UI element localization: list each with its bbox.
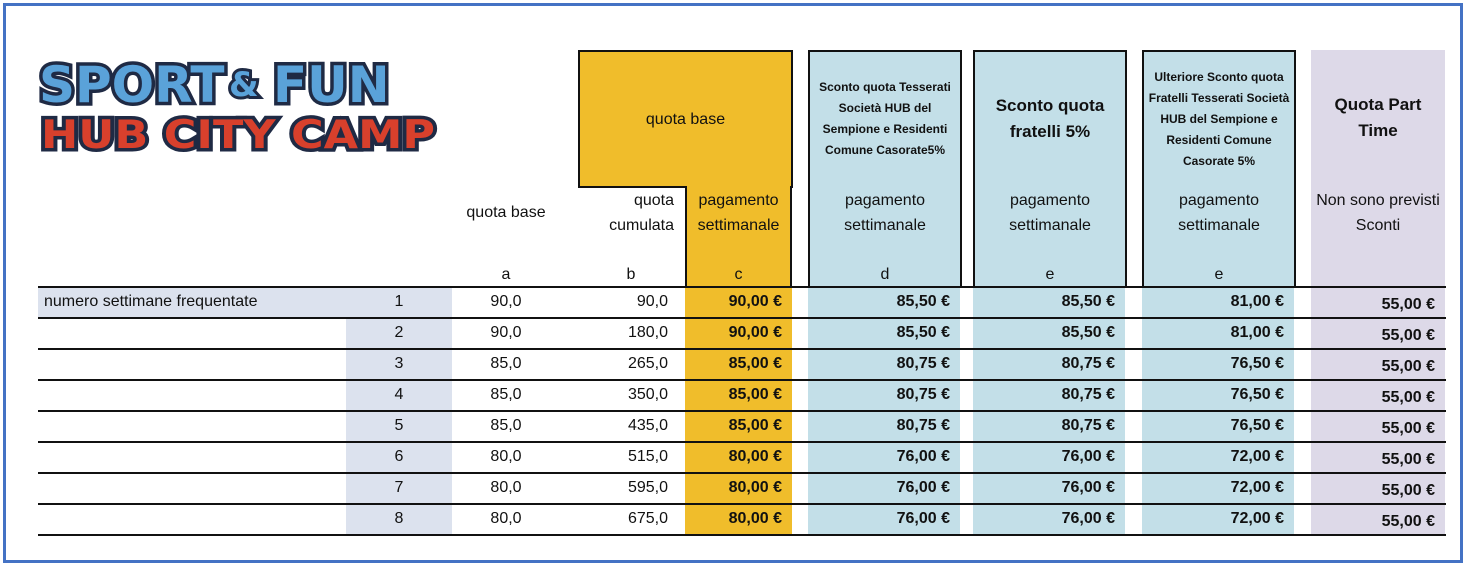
cell-d: 76,00 € [896, 479, 950, 496]
cell-e2: 76,50 € [1230, 417, 1284, 434]
cell-pt: 55,00 € [1381, 513, 1435, 530]
row-divider [38, 379, 1446, 381]
row-divider [38, 317, 1446, 319]
row-divider [38, 534, 1446, 536]
cell-a: 90,0 [490, 293, 522, 310]
sport-fun-logo [33, 50, 443, 162]
cell-week: 2 [394, 324, 404, 341]
cell-week: 5 [394, 417, 404, 434]
cell-d: 80,75 € [896, 386, 950, 403]
cell-d: 85,50 € [896, 293, 950, 310]
cell-week: 4 [394, 386, 404, 403]
cell-e1: 80,75 € [1061, 417, 1115, 434]
cell-e1: 85,50 € [1061, 293, 1115, 310]
cell-e2: 76,50 € [1230, 355, 1284, 372]
cell-e2: 72,00 € [1230, 448, 1284, 465]
row-divider [38, 286, 1446, 288]
col-e1-header: pagamento settimanale [973, 186, 1127, 287]
svg-text:HUB CITY CAMP: HUB CITY CAMP [41, 113, 435, 158]
cell-b: 515,0 [627, 448, 668, 465]
cell-a: 80,0 [490, 510, 522, 527]
cell-pt: 55,00 € [1381, 296, 1435, 313]
col-e1-group-header: Sconto quota fratelli 5% [973, 50, 1127, 188]
cell-a: 85,0 [490, 386, 522, 403]
cell-week: 1 [394, 293, 404, 310]
col-pt-header: Non sono previsti Sconti [1311, 186, 1445, 287]
col-e2-header: pagamento settimanale [1142, 186, 1296, 287]
cell-a: 85,0 [490, 417, 522, 434]
cell-e2: 76,50 € [1230, 386, 1284, 403]
cell-e1: 76,00 € [1061, 510, 1115, 527]
cell-b: 435,0 [627, 417, 668, 434]
cell-week: 3 [394, 355, 404, 372]
cell-week: 8 [394, 510, 404, 527]
cell-e1: 76,00 € [1061, 479, 1115, 496]
cell-c: 85,00 € [728, 355, 782, 372]
quota-base-group-header: quota base [578, 50, 793, 188]
cell-d: 80,75 € [896, 355, 950, 372]
col-a-header: quota base [466, 203, 546, 221]
col-d-group-header: Sconto quota Tesserati Società HUB del Sempione e Residenti Comune Casorate5% [808, 50, 962, 188]
cell-pt: 55,00 € [1381, 327, 1435, 344]
cell-a: 80,0 [490, 479, 522, 496]
row-divider [38, 472, 1446, 474]
cell-c: 90,00 € [728, 324, 782, 341]
cell-d: 85,50 € [896, 324, 950, 341]
cell-a: 80,0 [490, 448, 522, 465]
col-d-letter: d [880, 265, 890, 283]
col-b-header: quota cumulata [609, 192, 674, 234]
cell-e2: 72,00 € [1230, 510, 1284, 527]
cell-e1: 80,75 € [1061, 386, 1115, 403]
cell-week: 7 [394, 479, 404, 496]
cell-b: 350,0 [627, 386, 668, 403]
cell-pt: 55,00 € [1381, 420, 1435, 437]
cell-e2: 72,00 € [1230, 479, 1284, 496]
cell-e2: 81,00 € [1230, 324, 1284, 341]
cell-d: 80,75 € [896, 417, 950, 434]
cell-pt: 55,00 € [1381, 389, 1435, 406]
cell-e1: 85,50 € [1061, 324, 1115, 341]
cell-c: 85,00 € [728, 417, 782, 434]
row-divider [38, 441, 1446, 443]
col-b-letter: b [626, 265, 636, 283]
col-a-letter: a [501, 265, 511, 283]
cell-e1: 76,00 € [1061, 448, 1115, 465]
row-divider [38, 410, 1446, 412]
col-e2-group-header: Ulteriore Sconto quota Fratelli Tesserati Società HUB del Sempione e Residenti Comune Casorate 5% [1142, 50, 1296, 188]
cell-c: 80,00 € [728, 479, 782, 496]
col-e2-letter: e [1214, 265, 1224, 283]
cell-e2: 81,00 € [1230, 293, 1284, 310]
row-label: numero settimane frequentate [44, 293, 258, 310]
svg-text:FUN: FUN [273, 56, 390, 114]
cell-c: 80,00 € [728, 448, 782, 465]
cell-e1: 80,75 € [1061, 355, 1115, 372]
row-divider [38, 348, 1446, 350]
col-c-header: pagamento settimanale [685, 186, 792, 287]
col-pt-group-header: Quota Part Time [1311, 50, 1445, 186]
cell-pt: 55,00 € [1381, 482, 1435, 499]
col-e1-letter: e [1045, 265, 1055, 283]
cell-b: 265,0 [627, 355, 668, 372]
cell-week: 6 [394, 448, 404, 465]
cell-b: 90,0 [636, 293, 668, 310]
cell-a: 85,0 [490, 355, 522, 372]
cell-pt: 55,00 € [1381, 358, 1435, 375]
cell-c: 80,00 € [728, 510, 782, 527]
cell-c: 90,00 € [728, 293, 782, 310]
cell-b: 595,0 [627, 479, 668, 496]
cell-c: 85,00 € [728, 386, 782, 403]
row-divider [38, 503, 1446, 505]
cell-d: 76,00 € [896, 510, 950, 527]
cell-b: 675,0 [627, 510, 668, 527]
col-d-header: pagamento settimanale [808, 186, 962, 287]
cell-d: 76,00 € [896, 448, 950, 465]
col-c-letter: c [734, 265, 743, 283]
cell-pt: 55,00 € [1381, 451, 1435, 468]
svg-text:SPORT: SPORT [39, 56, 225, 114]
cell-a: 90,0 [490, 324, 522, 341]
cell-b: 180,0 [627, 324, 668, 341]
svg-text:&: & [229, 65, 259, 105]
